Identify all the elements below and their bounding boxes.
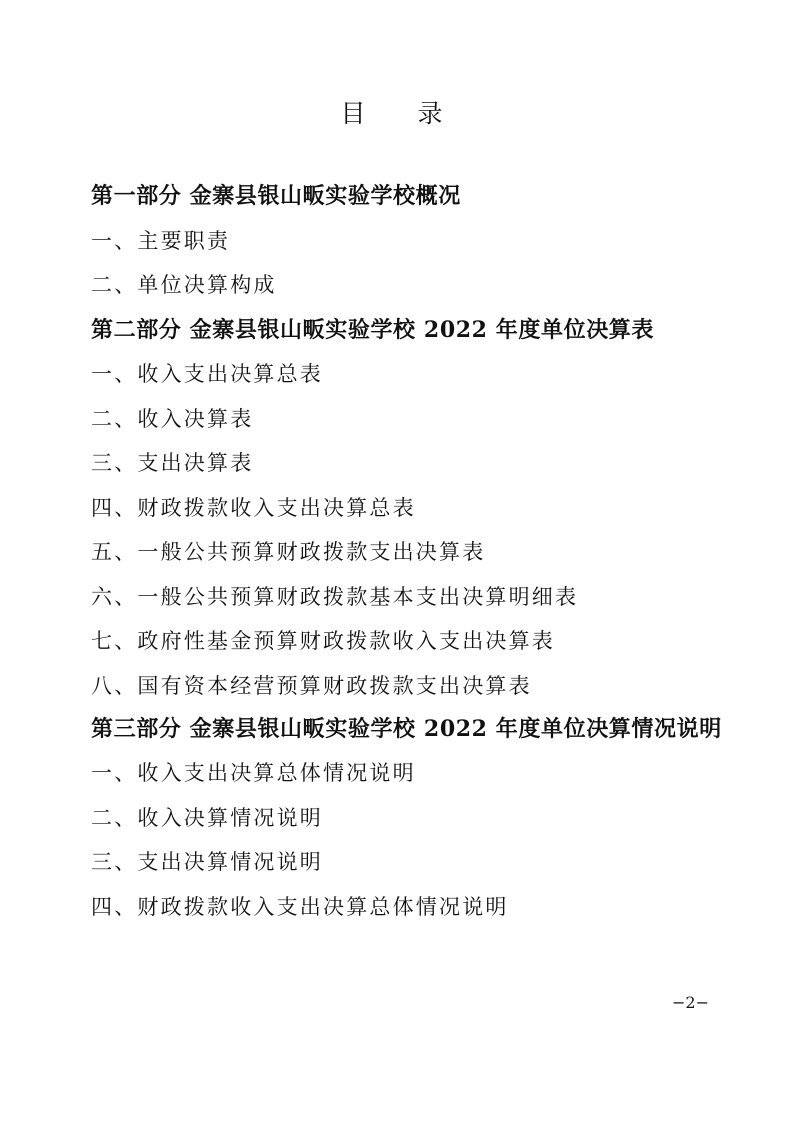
toc-item: 一、收入支出决算总体情况说明 xyxy=(91,761,416,785)
table-of-contents xyxy=(91,174,722,929)
toc-item: 二、收入决算情况说明 xyxy=(91,805,323,830)
toc-item: 八、国有资本经营预算财政拨款支出决算表 xyxy=(91,673,532,698)
toc-part-3: 第三部分 金寨县银山畈实验学校 2022 年度单位决算情况说明 xyxy=(91,716,722,742)
toc-item: 六、一般公共预算财政拨款基本支出决算明细表 xyxy=(91,584,579,609)
toc-item: 一、收入支出决算总表 xyxy=(91,362,323,386)
toc-item: 二、单位决算构成 xyxy=(91,273,277,297)
toc-item: 一、主要职责 xyxy=(91,228,231,253)
page-number: −2− xyxy=(672,993,709,1012)
toc-part-1: 第一部分 金寨县银山畈实验学校概况 xyxy=(91,183,461,209)
toc-part-2: 第二部分 金寨县银山畈实验学校 2022 年度单位决算表 xyxy=(91,316,655,343)
toc-item: 七、政府性基金预算财政拨款收入支出决算表 xyxy=(91,629,555,653)
toc-item: 四、财政拨款收入支出决算总体情况说明 xyxy=(91,894,509,919)
toc-item: 三、支出决算表 xyxy=(91,451,254,475)
toc-item: 四、财政拨款收入支出决算总表 xyxy=(91,495,416,520)
toc-item: 五、一般公共预算财政拨款支出决算表 xyxy=(91,540,486,564)
toc-item: 三、支出决算情况说明 xyxy=(91,850,323,874)
page-title: 目 录 xyxy=(340,99,465,128)
toc-item: 二、收入决算表 xyxy=(91,406,254,431)
